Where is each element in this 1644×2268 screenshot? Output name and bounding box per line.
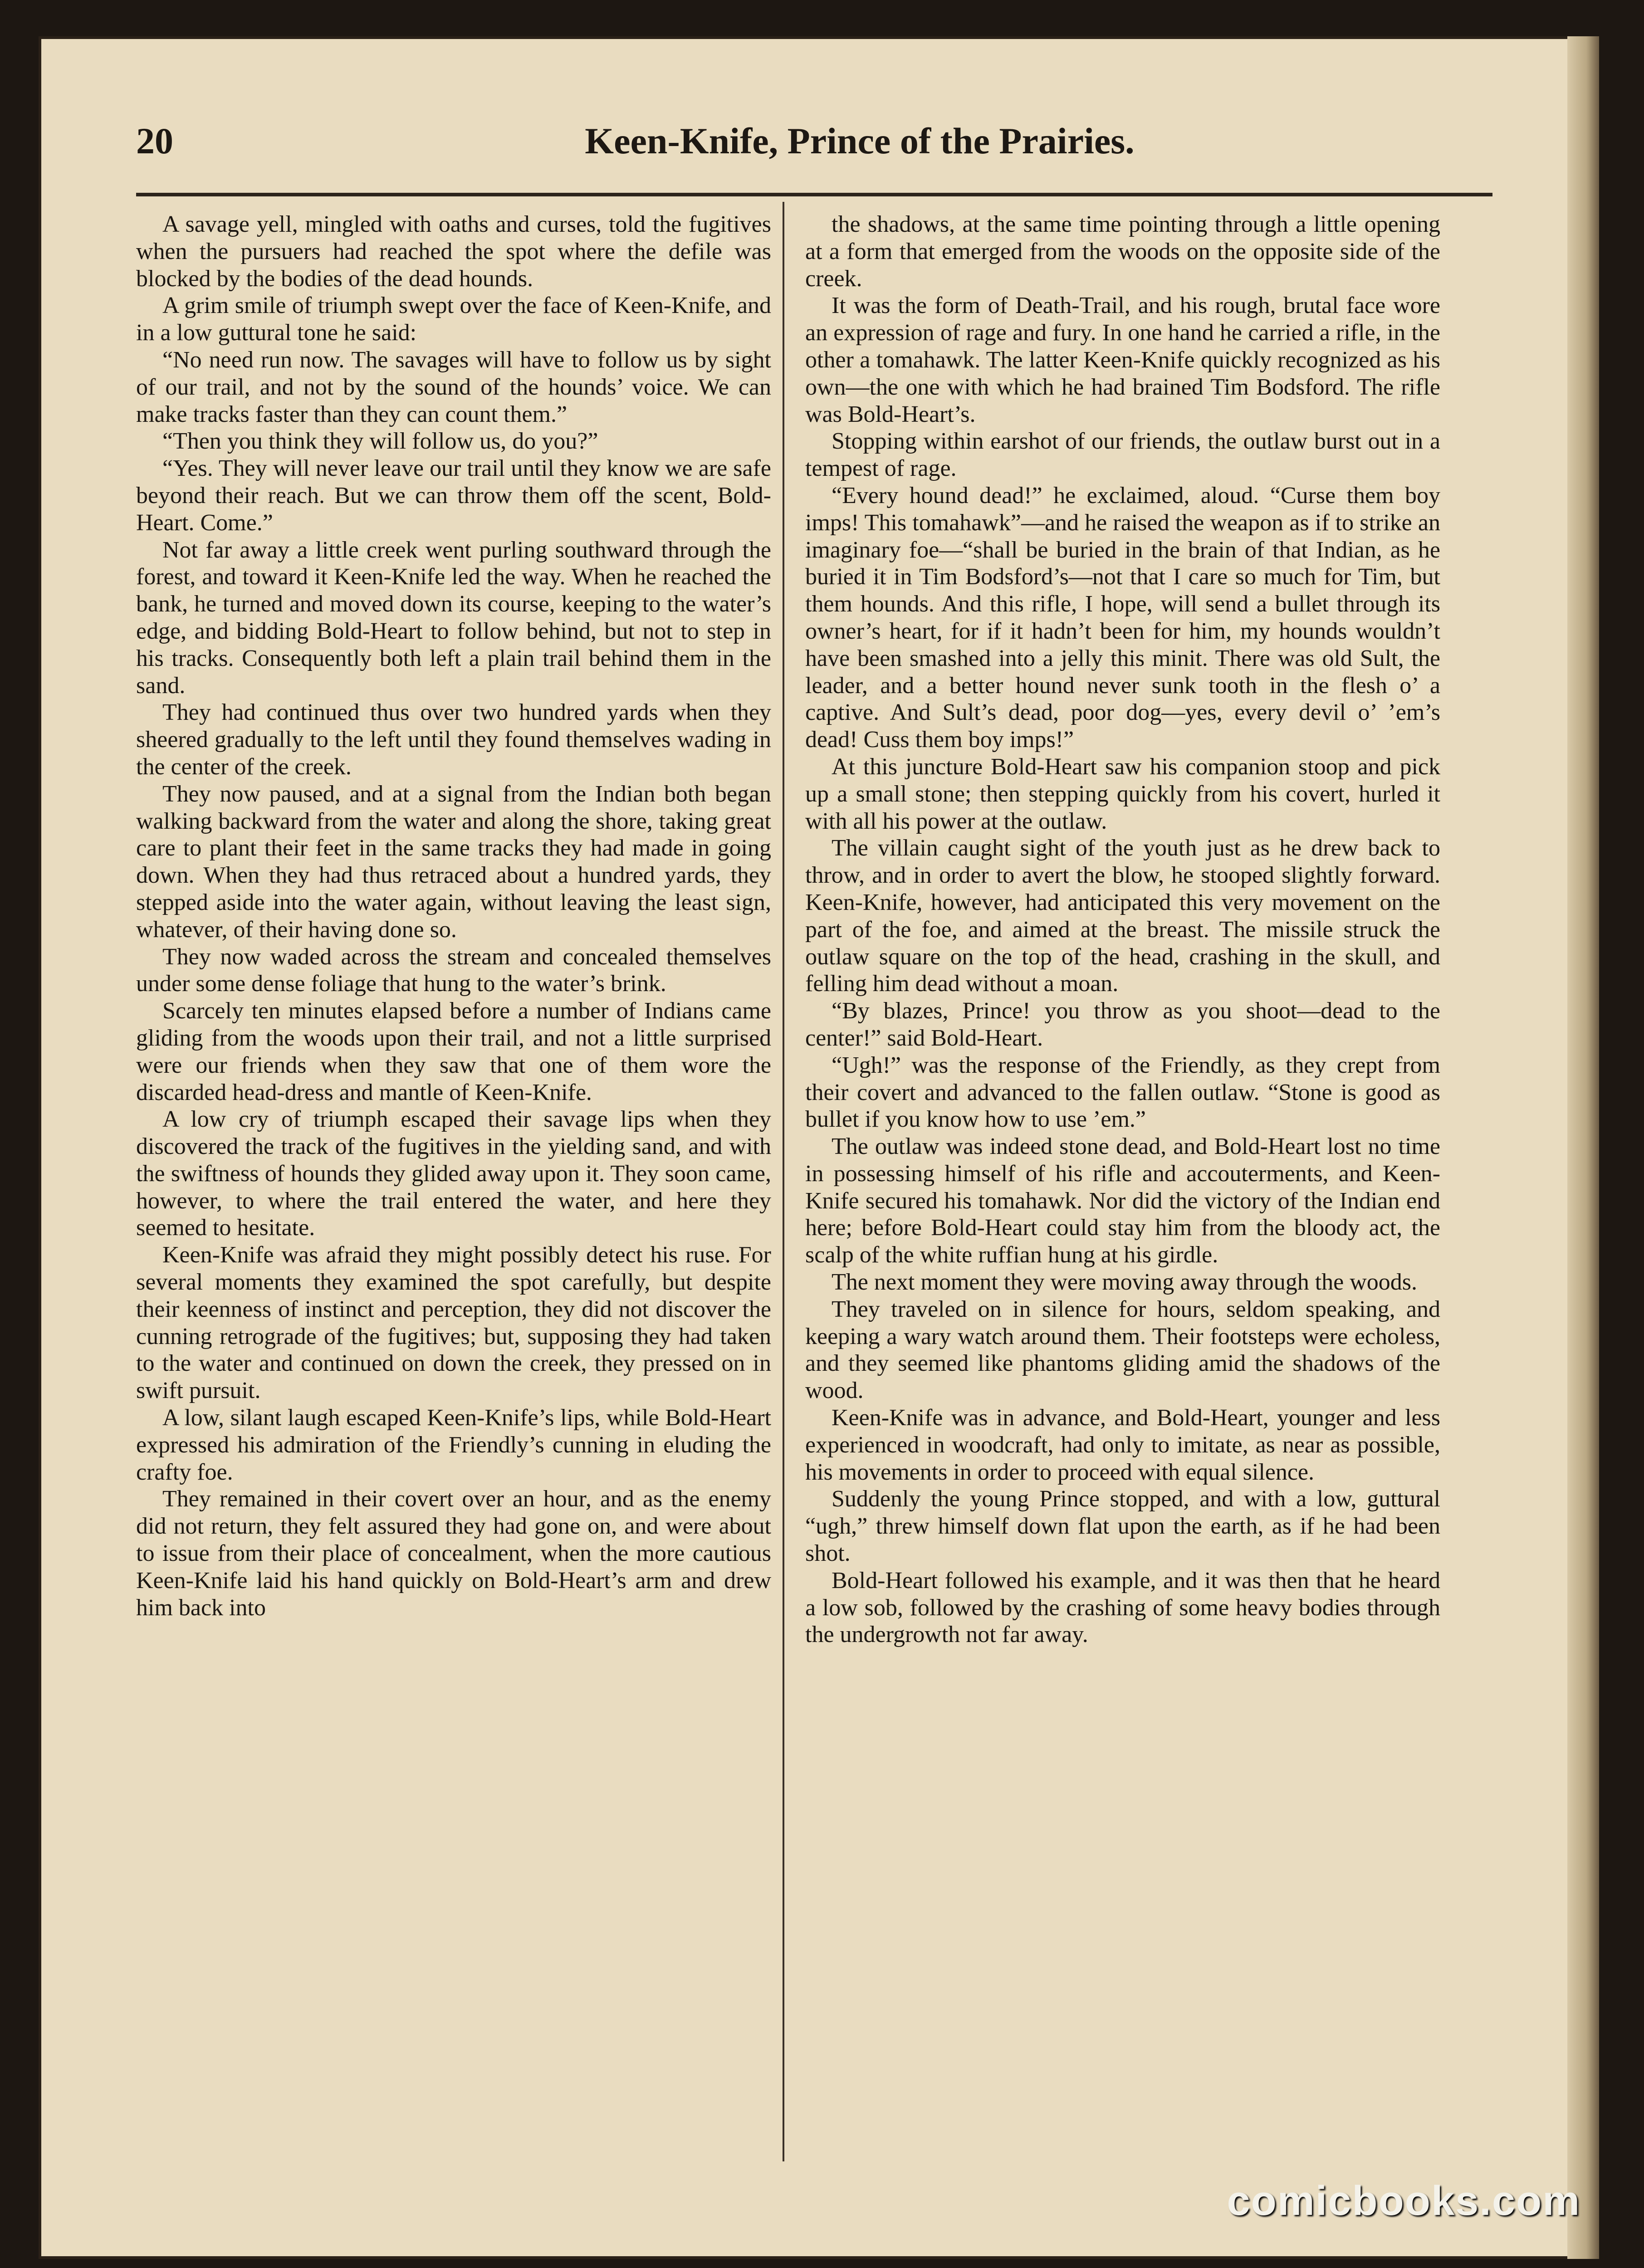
paragraph: The villain caught sight of the youth just as he drew back to throw, and in order to avert the blow, he stooped slightly forward. Keen-Knife, however, had anticipated this very movement on the part of the foe, and aimed at the breast. The missile struck the outlaw square on the top of the head, crashing in the skull, and felling him dead without a moan. [805, 835, 1440, 997]
paragraph: Suddenly the young Prince stopped, and with a low, guttural “ugh,” threw himself down flat upon the earth, as if he had been shot. [805, 1486, 1440, 1567]
paragraph: The outlaw was indeed stone dead, and Bold-Heart lost no time in possessing himself of his rifle and accouterments, and Keen-Knife secured his tomahawk. Nor did the victory of the Indian end here; before Bold-Heart could stay him from the bloody act, the scalp of the white ruffian hung at his girdle. [805, 1134, 1440, 1268]
paragraph: A low, silant laugh escaped Keen-Knife’s lips, while Bold-Heart expressed his admiration of the Friendly’s cunning in eluding the crafty foe. [136, 1405, 771, 1485]
paragraph: It was the form of Death-Trail, and his rough, brutal face wore an expression of rage and fury. In one hand he carried a rifle, in the other a tomahawk. The latter Keen-Knife quickly recognized as his own—the one with which he had brained Tim Bodsford. The rifle was Bold-Heart’s. [805, 293, 1440, 427]
paragraph: “By blazes, Prince! you throw as you shoot—dead to the center!” said Bold-Heart. [805, 998, 1440, 1051]
paragraph: They had continued thus over two hundred yards when they sheered gradually to the left until they found themselves wading in the center of the creek. [136, 699, 771, 780]
running-head: Keen-Knife, Prince of the Prairies. [585, 120, 1135, 161]
right-column [805, 211, 1440, 2130]
watermark: comicbooks.com [1227, 2178, 1580, 2224]
paragraph: “Yes. They will never leave our trail until they know we are safe beyond their reach. But we can throw them off the scent, Bold-Heart. Come.” [136, 455, 771, 536]
paragraph: They traveled on in silence for hours, seldom speaking, and keeping a wary watch around them. Their footsteps were echoless, and they seemed like phantoms gliding amid the shadows of the wood. [805, 1296, 1440, 1404]
paragraph: They now paused, and at a signal from the Indian both began walking backward from the water and along the shore, taking great care to plant their feet in the same tracks they had made in going down. When they had thus retraced about a hundred yards, they stepped aside into the water again, without leaving the least sign, whatever, of their having done so. [136, 781, 771, 943]
page-number: 20 [136, 120, 173, 161]
paragraph: They now waded across the stream and concealed themselves under some dense foliage that hung to the water’s brink. [136, 943, 771, 997]
paragraph: Stopping within earshot of our friends, the outlaw burst out in a tempest of rage. [805, 428, 1440, 482]
paragraph: Bold-Heart followed his example, and it was then that he heard a low sob, followed by the crashing of some heavy bodies through the undergrowth not far away. [805, 1567, 1440, 1648]
paragraph: “No need run now. The savages will have to follow us by sight of our trail, and not by the sound of the hounds’ voice. We can make tracks faster than they can count them.” [136, 347, 771, 427]
paragraph: the shadows, at the same time pointing through a little opening at a form that emerged from the woods on the opposite side of the creek. [805, 211, 1440, 292]
paragraph: Scarcely ten minutes elapsed before a number of Indians came gliding from the woods upon their trail, and not a little surprised were our friends when they saw that one of them wore the discarded head-dress and mantle of Keen-Knife. [136, 998, 771, 1105]
page-edge [1567, 36, 1599, 2259]
book-page [39, 36, 1599, 2259]
header-rule [136, 193, 1492, 196]
paragraph: “Every hound dead!” he exclaimed, aloud. “Curse them boy imps! This tomahawk”—and he raised the weapon as if to strike an imaginary foe—“shall be buried in the brain of that Indian, as he buried it in Tim Bodsford’s—not that I care so much for Tim, but them hounds. And this rifle, I hope, will send a bullet through its owner’s heart, for if it hadn’t been for him, my hounds wouldn’t have been smashed into a jelly this minit. There was old Sult, the leader, and a better hound never sunk tooth in the flesh o’ a captive. And Sult’s dead, poor dog—yes, every devil o’ ’em’s dead! Cuss them boy imps!” [805, 482, 1440, 753]
paragraph: At this juncture Bold-Heart saw his companion stoop and pick up a small stone; then stepping quickly from his covert, hurled it with all his power at the outlaw. [805, 753, 1440, 834]
page-header [136, 122, 1492, 177]
paragraph: “Ugh!” was the response of the Friendly, as they crept from their covert and advanced to the fallen outlaw. “Stone is good as bullet if you know how to use ’em.” [805, 1052, 1440, 1133]
paragraph: Keen-Knife was afraid they might possibly detect his ruse. For several moments they examined the spot carefully, but despite their keenness of instinct and perception, they did not discover the cunning retrograde of the fugitives; but, supposing they had taken to the water and continued on down the creek, they pressed on in swift pursuit. [136, 1242, 771, 1404]
paragraph: They remained in their covert over an hour, and as the enemy did not return, they felt assured they had gone on, and were about to issue from their place of concealment, when the more cautious Keen-Knife laid his hand quickly on Bold-Heart’s arm and drew him back into [136, 1486, 771, 1621]
paragraph: A low cry of triumph escaped their savage lips when they discovered the track of the fugitives in the yielding sand, and with the swiftness of hounds they glided away upon it. They soon came, however, to where the trail entered the water, and here they seemed to hesitate. [136, 1106, 771, 1241]
paragraph: “Then you think they will follow us, do you?” [162, 428, 598, 455]
paragraph: A grim smile of triumph swept over the face of Keen-Knife, and in a low guttural tone he said: [136, 293, 771, 346]
paragraph: The next moment they were moving away through the woods. [832, 1269, 1418, 1295]
column-divider [783, 202, 784, 2161]
left-column [136, 211, 771, 2130]
paragraph: A savage yell, mingled with oaths and curses, told the fugitives when the pursuers had reached the spot where the defile was blocked by the bodies of the dead hounds. [136, 211, 771, 292]
paragraph: Not far away a little creek went purling southward through the forest, and toward it Keen-Knife led the way. When he reached the bank, he turned and moved down its course, keeping to the water’s edge, and bidding Bold-Heart to follow behind, but not to step in his tracks. Consequently both left a plain trail behind them in the sand. [136, 537, 771, 699]
paragraph: Keen-Knife was in advance, and Bold-Heart, younger and less experienced in woodcraft, had only to imitate, as near as possible, his movements in order to proceed with equal silence. [805, 1405, 1440, 1485]
